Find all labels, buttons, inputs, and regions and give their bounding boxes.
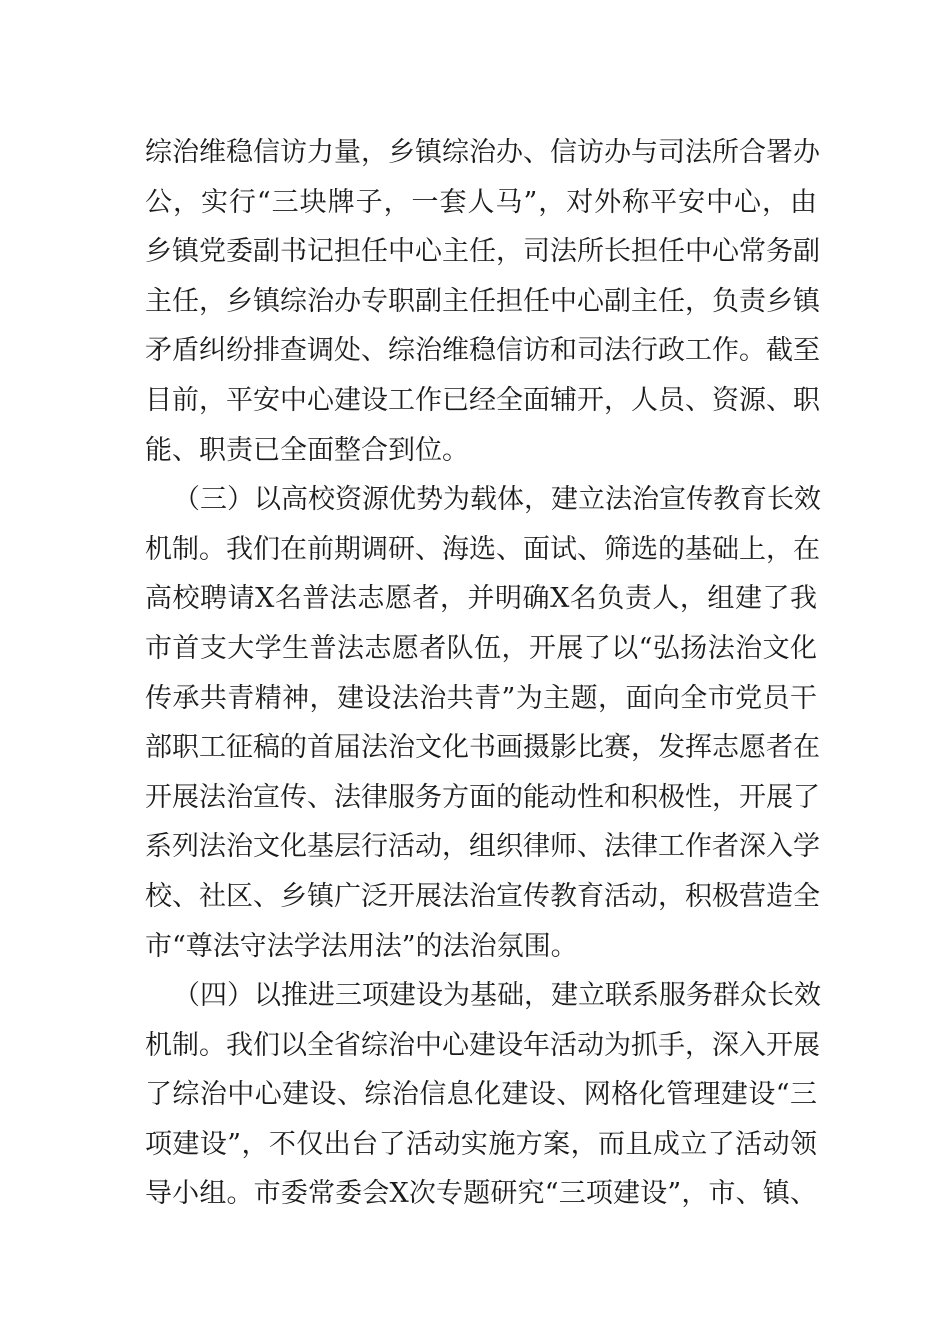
paragraph-end-line: 能、职责已全面整合到位。 <box>145 434 469 466</box>
text-line: 系列法治文化基层行活动，组织律师、法律工作者深入学 <box>145 831 820 863</box>
text-line: 市首支大学生普法志愿者队伍，开展了以“弘扬法治文化 <box>145 632 817 664</box>
text-line: 了综治中心建设、综治信息化建设、网格化管理建设“三 <box>145 1079 817 1111</box>
text-line: 机制。我们以全省综治中心建设年活动为抓手，深入开展 <box>145 1029 820 1061</box>
text-line: 主任，乡镇综治办专职副主任担任中心副主任，负责乡镇 <box>145 285 820 317</box>
text-line: 矛盾纠纷排查调处、综治维稳信访和司法行政工作。截至 <box>145 335 820 367</box>
text-line: 部职工征稿的首届法治文化书画摄影比赛，发挥志愿者在 <box>145 732 820 764</box>
text-line: 乡镇党委副书记担任中心主任，司法所长担任中心常务副 <box>145 236 820 268</box>
section-heading-line: （三）以高校资源优势为载体，建立法治宣传教育长效 <box>173 484 821 516</box>
body-text <box>145 128 821 1219</box>
text-line: 传承共青精神，建设法治共青”为主题，面向全市党员干 <box>145 682 817 714</box>
text-line: 开展法治宣传、法律服务方面的能动性和积极性，开展了 <box>145 781 820 813</box>
text-line: 高校聘请X名普法志愿者，并明确X名负责人，组建了我 <box>145 583 817 615</box>
text-line: 导小组。市委常委会X次专题研究“三项建设”，市、镇、 <box>145 1178 817 1210</box>
text-line: 公，实行“三块牌子，一套人马”，对外称平安中心，由 <box>145 186 817 218</box>
paragraph-end-line: 市“尊法守法学法用法”的法治氛围。 <box>145 930 578 962</box>
text-line: 项建设”，不仅出台了活动实施方案，而且成立了活动领 <box>145 1128 817 1160</box>
text-line: 目前，平安中心建设工作已经全面辅开，人员、资源、职 <box>145 384 820 416</box>
text-line: 机制。我们在前期调研、海选、面试、筛选的基础上，在 <box>145 533 820 565</box>
section-heading-line: （四）以推进三项建设为基础，建立联系服务群众长效 <box>173 980 821 1012</box>
text-line: 校、社区、乡镇广泛开展法治宣传教育活动，积极营造全 <box>145 880 820 912</box>
text-line: 综治维稳信访力量，乡镇综治办、信访办与司法所合署办 <box>145 137 820 168</box>
